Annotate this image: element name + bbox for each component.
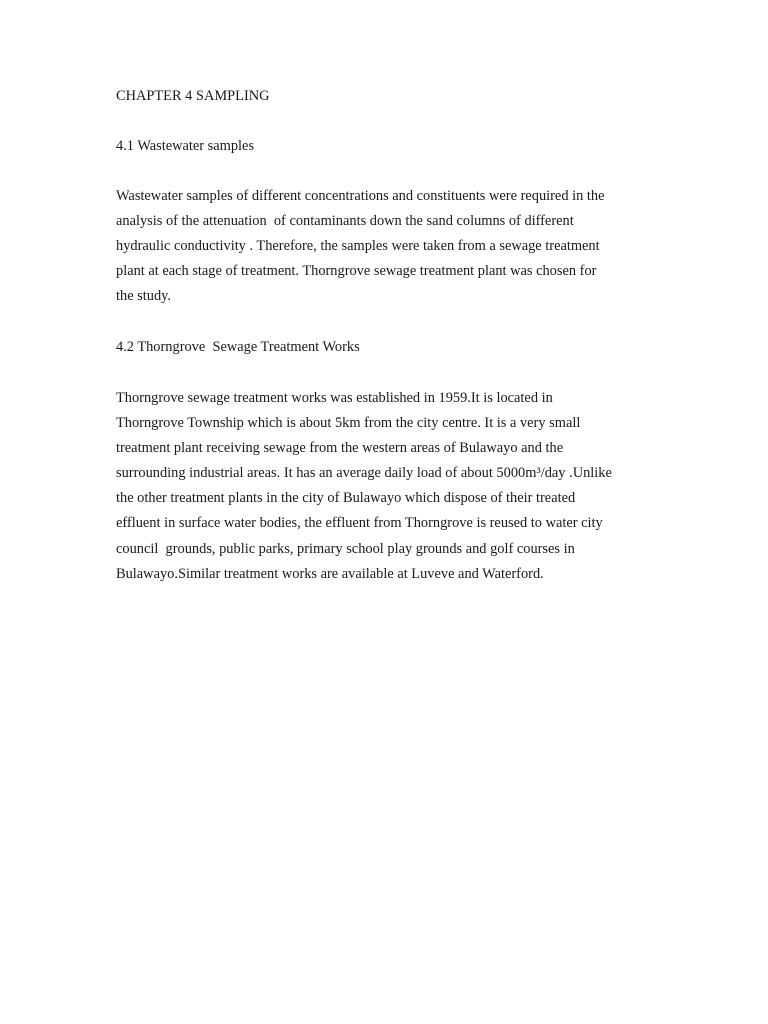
paragraph-line: effluent in surface water bodies, the effluent from Thorngrove is reused to water city <box>116 515 603 532</box>
paragraph-line: Thorngrove Township which is about 5km from the city centre. It is a very small <box>116 415 581 432</box>
paragraph-line: plant at each stage of treatment. Thorngrove sewage treatment plant was chosen for <box>116 263 597 280</box>
paragraph-line: the study. <box>116 288 172 305</box>
paragraph-line: Bulawayo.Similar treatment works are available at Luveve and Waterford. <box>116 565 544 582</box>
paragraph-line: surrounding industrial areas. It has an average daily load of about 5000m³/day .Unlike <box>116 465 612 482</box>
chapter-title: CHAPTER 4 SAMPLING <box>116 88 270 104</box>
paragraph-line: Thorngrove sewage treatment works was established in 1959.It is located in <box>116 390 553 406</box>
paragraph-wastewater-samples <box>116 184 604 309</box>
paragraph-line: Wastewater samples of different concentrations and constituents were required in the <box>116 188 605 204</box>
paragraph-line: the other treatment plants in the city of Bulawayo which dispose of their treated <box>116 490 576 507</box>
paragraph-line: hydraulic conductivity . Therefore, the samples were taken from a sewage treatment <box>116 238 600 255</box>
paragraph-line: treatment plant receiving sewage from the western areas of Bulawayo and the <box>116 440 564 457</box>
section-heading-treatment-works: 4.2 Thorngrove Sewage Treatment Works <box>116 339 360 355</box>
section-heading-wastewater-samples: 4.1 Wastewater samples <box>116 138 255 154</box>
paragraph-line: council grounds, public parks, primary school play grounds and golf courses in <box>116 540 575 557</box>
paragraph-treatment-works <box>116 386 612 587</box>
paragraph-line: analysis of the attenuation of contaminants down the sand columns of different <box>116 213 574 230</box>
